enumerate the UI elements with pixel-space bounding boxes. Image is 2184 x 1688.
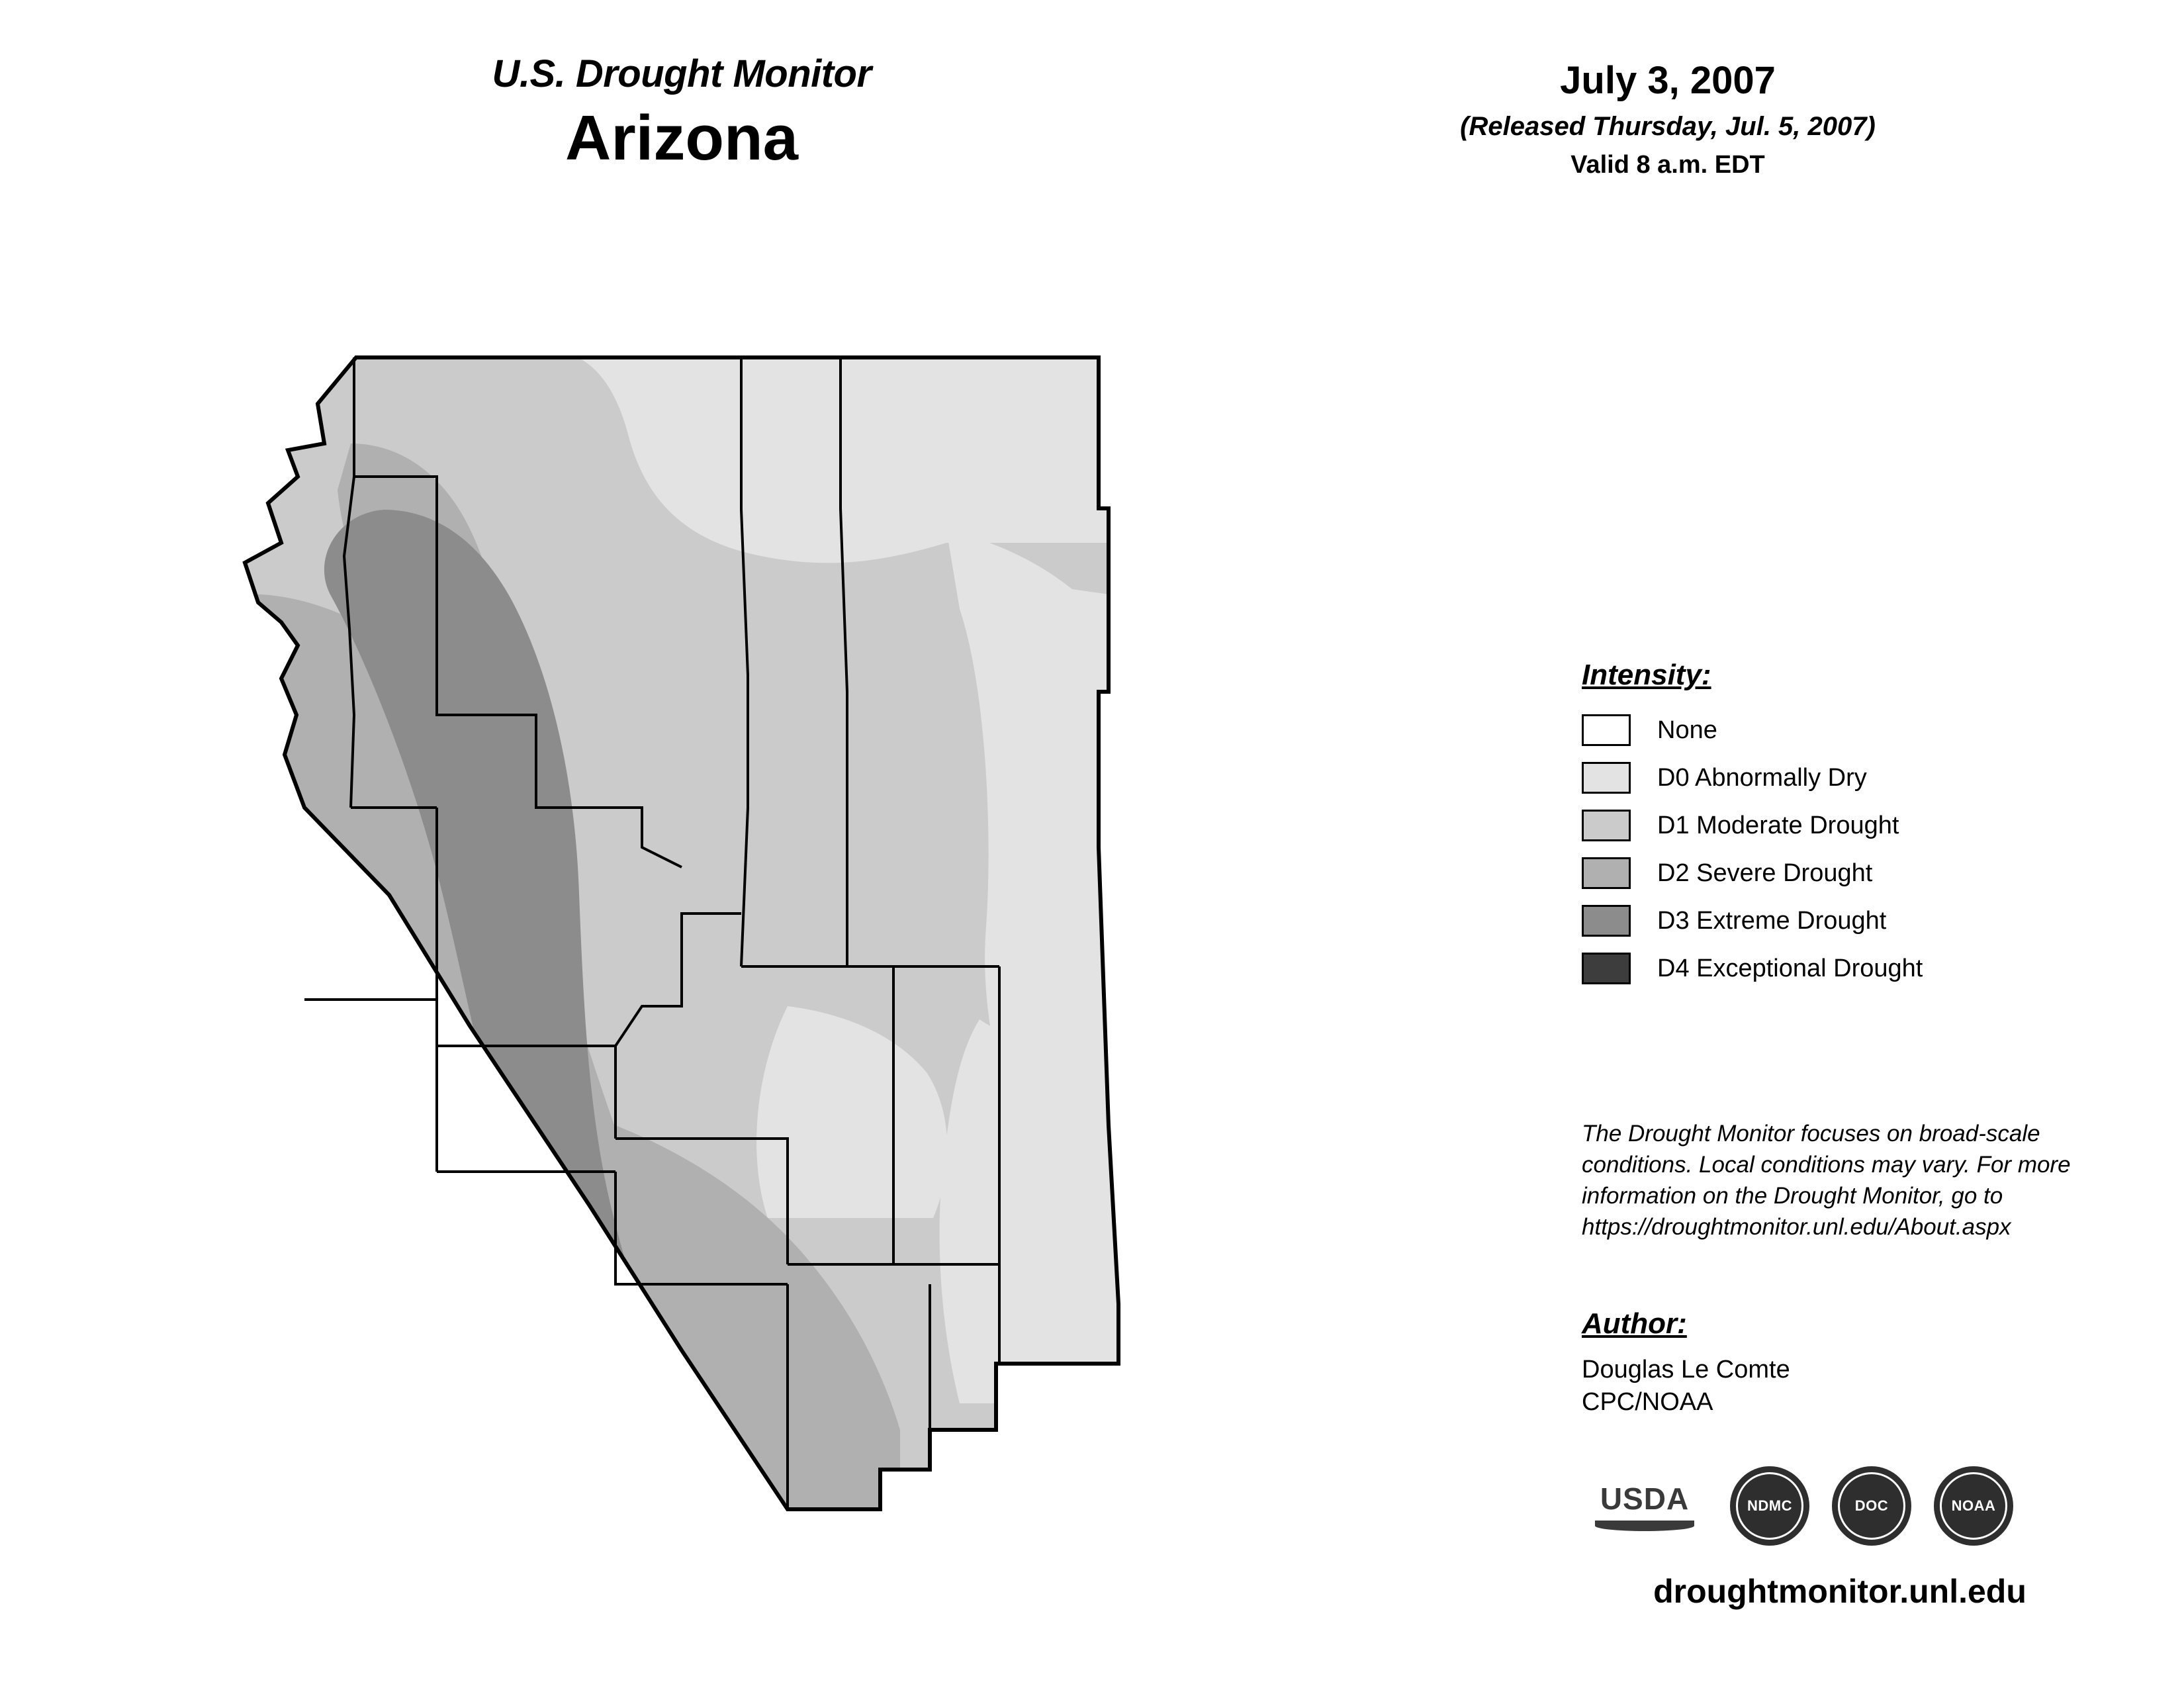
- date-block: [1383, 60, 1952, 179]
- legend-label-none: None: [1657, 716, 1717, 744]
- doc-logo-text: DOC: [1838, 1472, 1905, 1540]
- legend-swatch-d2: [1582, 857, 1631, 889]
- legend-swatch-d4: [1582, 953, 1631, 984]
- legend-label-d1: D1 Moderate Drought: [1657, 811, 1899, 839]
- valid-date: July 3, 2007: [1560, 59, 1776, 102]
- legend-label-d2: D2 Severe Drought: [1657, 859, 1873, 887]
- map-title-block: [318, 53, 1046, 175]
- legend-title: Intensity:: [1582, 659, 1711, 691]
- release-date: (Released Thursday, Jul. 5, 2007): [1460, 111, 1876, 141]
- legend-swatch-d3: [1582, 905, 1631, 937]
- author-block: [1582, 1307, 2111, 1419]
- usda-logo-swoosh: [1595, 1521, 1694, 1531]
- legend-swatch-d0: [1582, 762, 1631, 794]
- author-name: Douglas Le Comte: [1582, 1356, 1790, 1383]
- legend-item-d4[interactable]: [1582, 945, 2085, 992]
- legend-item-d3[interactable]: [1582, 897, 2085, 945]
- logo-row: [1582, 1460, 2111, 1552]
- legend-item-d1[interactable]: [1582, 802, 2085, 849]
- author-heading: Author:: [1582, 1307, 1687, 1340]
- legend-swatch-none: [1582, 714, 1631, 746]
- usda-logo-text: USDA: [1600, 1481, 1690, 1516]
- legend-swatch-d1: [1582, 810, 1631, 841]
- legend-item-none[interactable]: [1582, 706, 2085, 754]
- state-title: Arizona: [565, 102, 799, 173]
- legend-item-d0[interactable]: [1582, 754, 2085, 802]
- legend-label-d4: D4 Exceptional Drought: [1657, 954, 1923, 982]
- legend-label-d3: D3 Extreme Drought: [1657, 906, 1887, 935]
- program-title: U.S. Drought Monitor: [492, 52, 872, 95]
- arizona-drought-map[interactable]: [218, 344, 1357, 1602]
- usda-logo[interactable]: [1582, 1466, 1707, 1546]
- doc-logo[interactable]: [1832, 1466, 1911, 1546]
- author-affiliation: CPC/NOAA: [1582, 1388, 1713, 1417]
- region-d0-southeast: [940, 1019, 1118, 1403]
- legend-label-d0: D0 Abnormally Dry: [1657, 763, 1867, 792]
- noaa-logo[interactable]: [1934, 1466, 2013, 1546]
- noaa-logo-text: NOAA: [1940, 1472, 2007, 1540]
- ndmc-logo-text: NDMC: [1736, 1472, 1803, 1540]
- legend: [1582, 659, 2085, 992]
- disclaimer-text: The Drought Monitor focuses on broad-scale conditions. Local conditions may vary. For more information on the Drought Monitor, go to https://droughtmonitor.unl.edu/About.aspx: [1582, 1121, 2071, 1240]
- legend-item-d2[interactable]: [1582, 849, 2085, 897]
- ndmc-logo[interactable]: [1730, 1466, 1809, 1546]
- site-url[interactable]: droughtmonitor.unl.edu: [1653, 1573, 2026, 1610]
- valid-time: Valid 8 a.m. EDT: [1570, 150, 1765, 179]
